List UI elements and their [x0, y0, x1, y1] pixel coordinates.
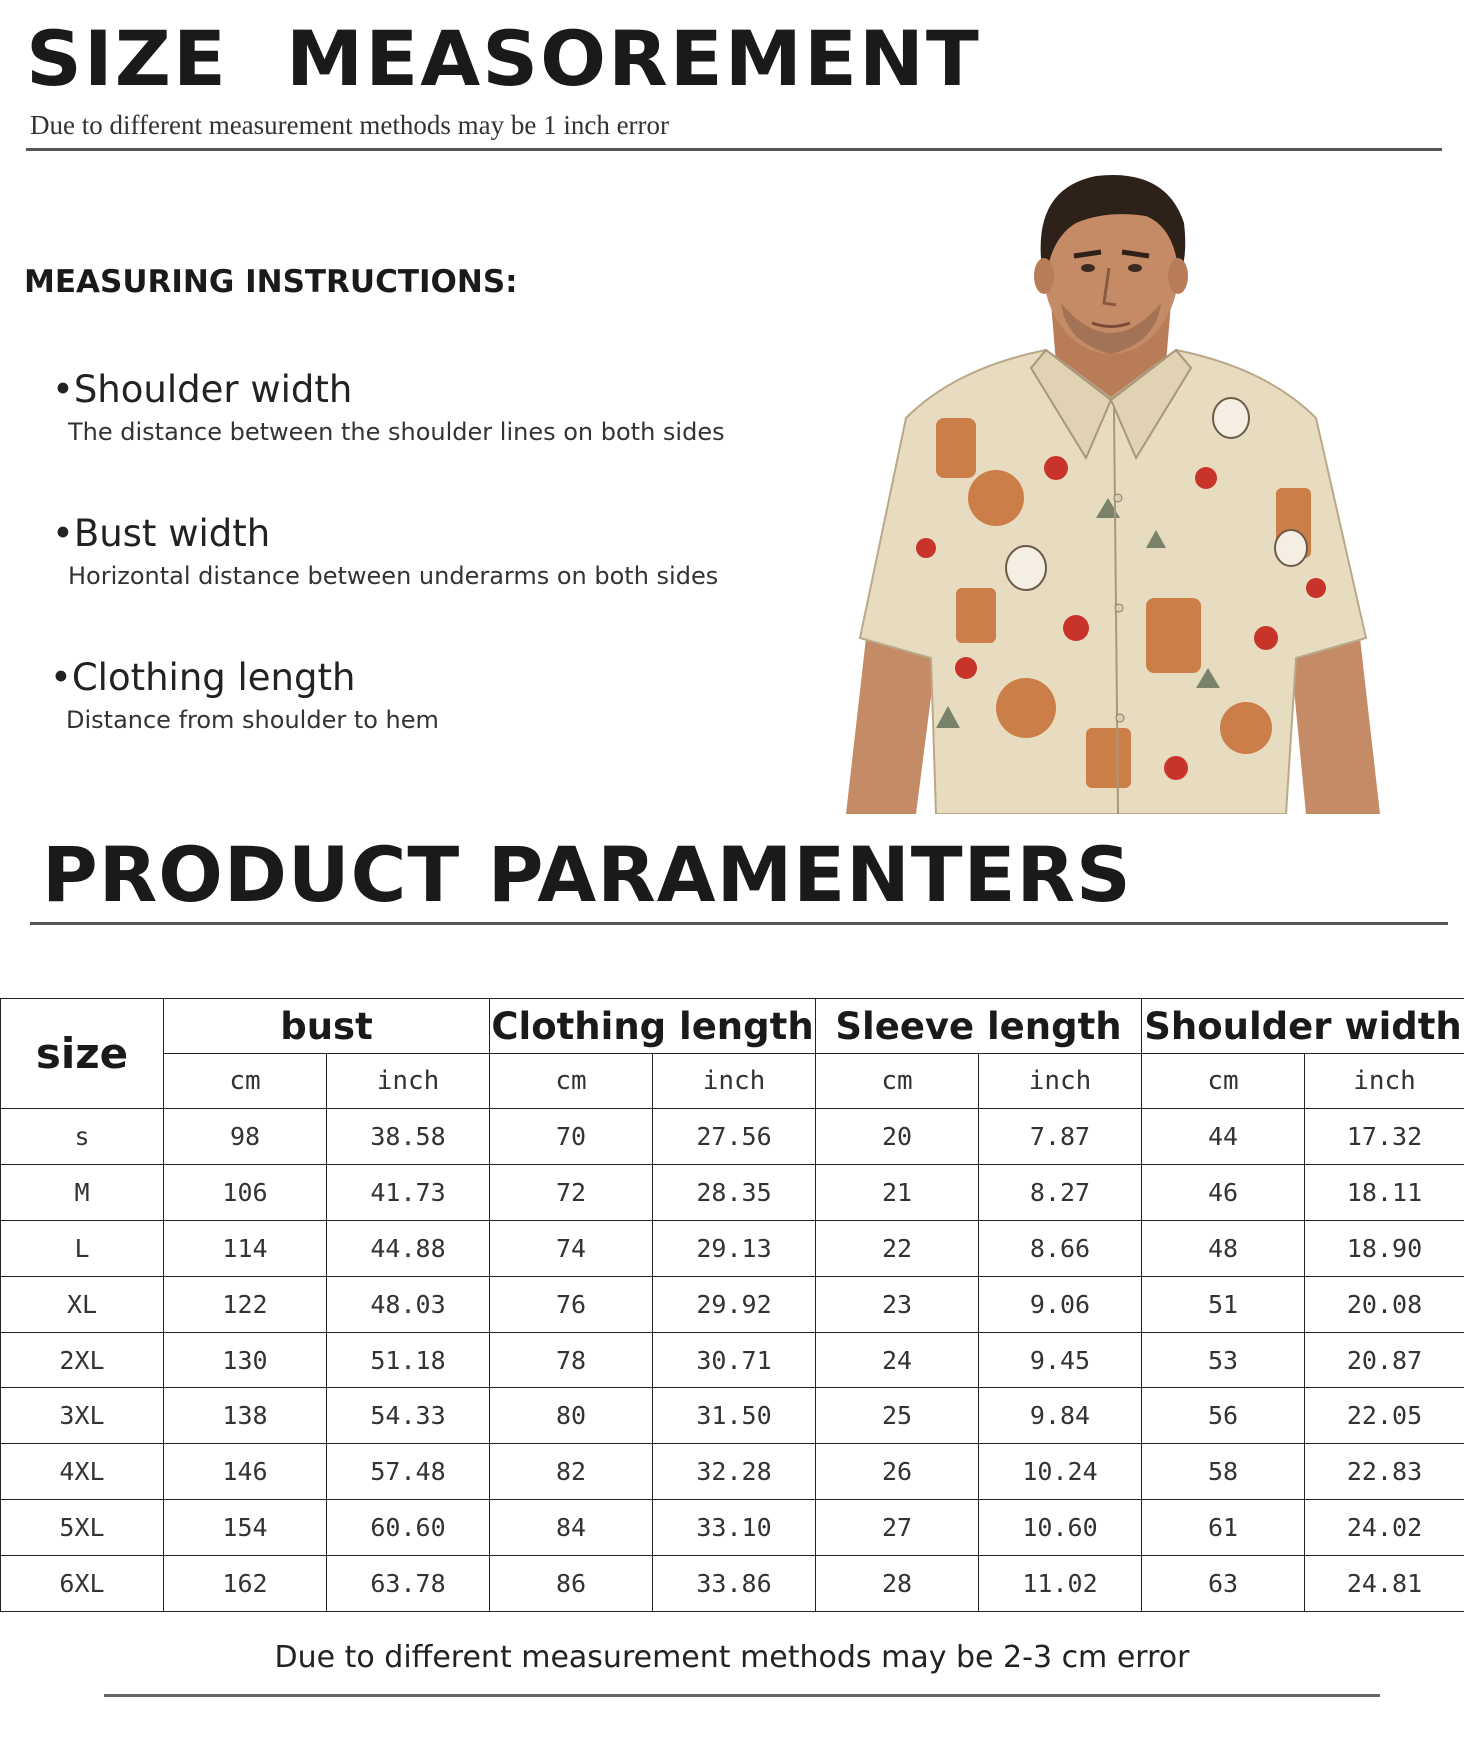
size-cell: 2XL — [1, 1332, 164, 1388]
value-cell: 48 — [1142, 1220, 1305, 1276]
unit-header: cm — [164, 1054, 327, 1109]
value-cell: 28.35 — [653, 1164, 816, 1220]
value-cell: 63.78 — [327, 1556, 490, 1612]
value-cell: 122 — [164, 1276, 327, 1332]
size-cell: M — [1, 1164, 164, 1220]
unit-header: cm — [1142, 1054, 1305, 1109]
value-cell: 98 — [164, 1109, 327, 1165]
value-cell: 56 — [1142, 1388, 1305, 1444]
shoulder-width-desc: The distance between the shoulder lines on both sides — [68, 418, 725, 446]
value-cell: 74 — [490, 1220, 653, 1276]
size-cell: 4XL — [1, 1444, 164, 1500]
footer-error-note: Due to different measurement methods may be 2-3 cm error — [274, 1640, 1190, 1675]
value-cell: 25 — [816, 1388, 979, 1444]
value-cell: 29.13 — [653, 1220, 816, 1276]
value-cell: 10.60 — [979, 1500, 1142, 1556]
size-cell: 6XL — [1, 1556, 164, 1612]
value-cell: 46 — [1142, 1164, 1305, 1220]
value-cell: 20.87 — [1305, 1332, 1464, 1388]
size-cell: L — [1, 1220, 164, 1276]
value-cell: 27.56 — [653, 1109, 816, 1165]
value-cell: 60.60 — [327, 1500, 490, 1556]
unit-header: inch — [979, 1054, 1142, 1109]
model-photo — [846, 168, 1380, 814]
value-cell: 38.58 — [327, 1109, 490, 1165]
unit-header: cm — [816, 1054, 979, 1109]
divider — [104, 1694, 1380, 1697]
unit-header: inch — [1305, 1054, 1464, 1109]
value-cell: 78 — [490, 1332, 653, 1388]
unit-header: cm — [490, 1054, 653, 1109]
value-cell: 28 — [816, 1556, 979, 1612]
value-cell: 22.83 — [1305, 1444, 1464, 1500]
value-cell: 61 — [1142, 1500, 1305, 1556]
size-column-header: size — [1, 999, 164, 1109]
value-cell: 57.48 — [327, 1444, 490, 1500]
measurement-error-note: Due to different measurement methods may be 1 inch error — [30, 110, 670, 140]
value-cell: 10.24 — [979, 1444, 1142, 1500]
value-cell: 30.71 — [653, 1332, 816, 1388]
value-cell: 21 — [816, 1164, 979, 1220]
product-parameters-title: PRODUCT PARAMENTERS — [42, 830, 1132, 919]
unit-header: inch — [653, 1054, 816, 1109]
bust-width-title: •Bust width — [52, 512, 271, 555]
table-row — [1, 1556, 1464, 1612]
value-cell: 33.86 — [653, 1556, 816, 1612]
value-cell: 106 — [164, 1164, 327, 1220]
value-cell: 84 — [490, 1500, 653, 1556]
size-cell: 5XL — [1, 1500, 164, 1556]
value-cell: 86 — [490, 1556, 653, 1612]
value-cell: 24.02 — [1305, 1500, 1464, 1556]
value-cell: 29.92 — [653, 1276, 816, 1332]
size-cell: XL — [1, 1276, 164, 1332]
value-cell: 27 — [816, 1500, 979, 1556]
value-cell: 63 — [1142, 1556, 1305, 1612]
divider — [30, 922, 1448, 925]
value-cell: 9.06 — [979, 1276, 1142, 1332]
value-cell: 24.81 — [1305, 1556, 1464, 1612]
value-cell: 82 — [490, 1444, 653, 1500]
value-cell: 70 — [490, 1109, 653, 1165]
value-cell: 31.50 — [653, 1388, 816, 1444]
page-title: SIZE MEASOREMENT — [26, 14, 981, 103]
value-cell: 72 — [490, 1164, 653, 1220]
value-cell: 44.88 — [327, 1220, 490, 1276]
sleeve-length-header: Sleeve length — [816, 999, 1142, 1054]
value-cell: 9.84 — [979, 1388, 1142, 1444]
size-chart-table — [0, 998, 1464, 1612]
shoulder-width-title: •Shoulder width — [52, 368, 353, 411]
value-cell: 51.18 — [327, 1332, 490, 1388]
value-cell: 80 — [490, 1388, 653, 1444]
clothing-length-header: Clothing length — [490, 999, 816, 1054]
value-cell: 138 — [164, 1388, 327, 1444]
value-cell: 32.28 — [653, 1444, 816, 1500]
value-cell: 20.08 — [1305, 1276, 1464, 1332]
value-cell: 146 — [164, 1444, 327, 1500]
value-cell: 18.90 — [1305, 1220, 1464, 1276]
value-cell: 53 — [1142, 1332, 1305, 1388]
value-cell: 8.27 — [979, 1164, 1142, 1220]
value-cell: 48.03 — [327, 1276, 490, 1332]
value-cell: 23 — [816, 1276, 979, 1332]
unit-header: inch — [327, 1054, 490, 1109]
shoulder-width-header: Shoulder width — [1142, 999, 1464, 1054]
value-cell: 22.05 — [1305, 1388, 1464, 1444]
instructions-heading: MEASURING INSTRUCTIONS: — [24, 264, 518, 300]
value-cell: 44 — [1142, 1109, 1305, 1165]
table-row — [1, 1388, 1464, 1444]
value-cell: 26 — [816, 1444, 979, 1500]
table-row — [1, 1332, 1464, 1388]
value-cell: 18.11 — [1305, 1164, 1464, 1220]
size-cell: s — [1, 1109, 164, 1165]
table-row — [1, 1164, 1464, 1220]
value-cell: 24 — [816, 1332, 979, 1388]
value-cell: 58 — [1142, 1444, 1305, 1500]
value-cell: 11.02 — [979, 1556, 1142, 1612]
value-cell: 51 — [1142, 1276, 1305, 1332]
value-cell: 9.45 — [979, 1332, 1142, 1388]
divider — [26, 148, 1442, 151]
value-cell: 8.66 — [979, 1220, 1142, 1276]
clothing-length-desc: Distance from shoulder to hem — [66, 706, 439, 734]
value-cell: 162 — [164, 1556, 327, 1612]
value-cell: 22 — [816, 1220, 979, 1276]
value-cell: 17.32 — [1305, 1109, 1464, 1165]
value-cell: 130 — [164, 1332, 327, 1388]
value-cell: 54.33 — [327, 1388, 490, 1444]
size-cell: 3XL — [1, 1388, 164, 1444]
value-cell: 7.87 — [979, 1109, 1142, 1165]
bust-header: bust — [164, 999, 490, 1054]
bust-width-desc: Horizontal distance between underarms on both sides — [68, 562, 719, 590]
value-cell: 76 — [490, 1276, 653, 1332]
value-cell: 41.73 — [327, 1164, 490, 1220]
value-cell: 114 — [164, 1220, 327, 1276]
value-cell: 33.10 — [653, 1500, 816, 1556]
value-cell: 154 — [164, 1500, 327, 1556]
table-row — [1, 1220, 1464, 1276]
clothing-length-title: •Clothing length — [50, 656, 356, 699]
table-row — [1, 1500, 1464, 1556]
table-row — [1, 1276, 1464, 1332]
table-row — [1, 1109, 1464, 1165]
value-cell: 20 — [816, 1109, 979, 1165]
table-row — [1, 1444, 1464, 1500]
